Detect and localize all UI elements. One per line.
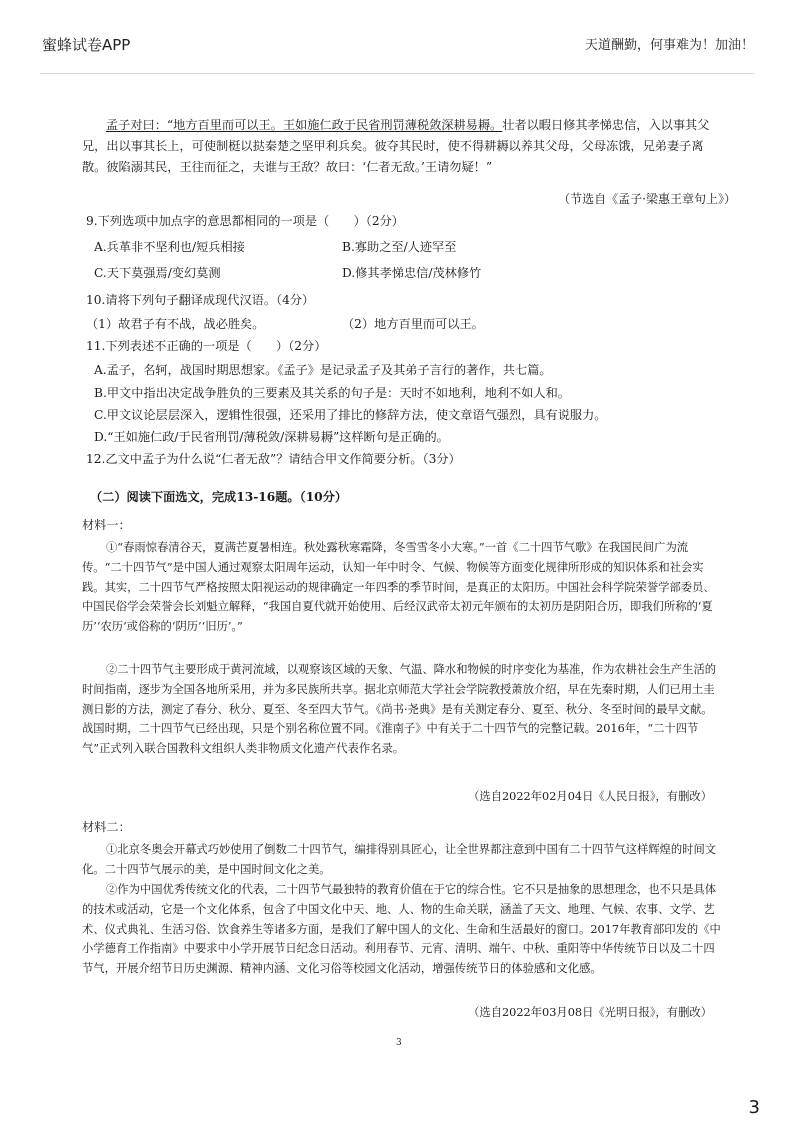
header-divider (40, 73, 754, 74)
q9-option-c: C.天下莫强焉/变幻莫测 (94, 266, 221, 280)
q11-option-d: D.“王如施仁政/于民省刑罚/薄税敛/深耕易耨”这样断句是正确的。 (94, 430, 449, 444)
q9-option-b: B.寡助之至/人迹罕至 (342, 240, 457, 254)
page-number-center: 3 (396, 1038, 402, 1048)
q12-stem: 12.乙文中孟子为什么说“仁者无敌”？请结合甲文作简要分析。（3分） (86, 452, 461, 466)
section-2-title: （二）阅读下面选文，完成13-16题。（10分） (90, 490, 348, 504)
material-2-label: 材料二： (82, 820, 131, 834)
material-1-source: （选自2022年02月04日《人民日报》，有删改） (468, 790, 712, 803)
classical-passage (82, 115, 722, 178)
q10-stem: 10.请将下列句子翻译成现代汉语。（4分） (86, 293, 315, 307)
q9-option-d: D.修其孝悌忠信/茂林修竹 (342, 266, 482, 280)
q9-stem: 9.下列选项中加点字的意思都相同的一项是（ ）（2分） (86, 214, 404, 228)
app-name: 蜜蜂试卷APP (42, 36, 131, 54)
q11-option-a: A.孟子，名轲，战国时期思想家。《孟子》是记录孟子及其弟子言行的著作，共七篇。 (94, 363, 552, 377)
material-1-paragraph-2: ②二十四节气主要形成于黄河流域，以观察该区域的天象、气温、降水和物候的时序变化为基准，作为农耕社会生产生活的时间指南，逐步为全国各地所采用，并为多民族所共享。据北京师范大学社会学院教授萧放介绍，早在先秦时期，人们已用土圭测日影的方法，测定了春分、秋分、夏至、冬至四大节气。《尚书·尧典》是有关测定春分、夏至、秋分、冬至时间的最早文献。战国时期，二十四节气已经出现，只是个别名称位置不同。《淮南子》中有关于二十四节气的完整记载。2016年，“二十四节气”正式列入联合国教科文组织人类非物质文化遗产代表作名录。 (82, 663, 717, 756)
passage-text: 壮者以暇日修其孝悌忠信，入以事其父兄，出以事其长上，可使制梃以挞秦楚之坚甲利兵矣。彼夺其民时，使不得耕耨以养其父母，父母冻饿，兄弟妻子离散。彼陷溺其民，王往而征之，夫谁与王敌？故曰：‘仁者无敌。’王请勿疑！” (82, 118, 710, 174)
q11-option-b: B.甲文中指出决定战争胜负的三要素及其关系的句子是：天时不如地利，地利不如人和。 (94, 386, 570, 400)
q11-option-c: C.甲文议论层层深入，逻辑性很强，还采用了排比的修辞方法，使文章语气强烈，具有说服力。 (94, 408, 607, 422)
page-header (0, 0, 794, 74)
page-number-corner: 3 (748, 1097, 760, 1118)
material-2-source: （选自2022年03月08日《光明日报》，有删改） (468, 1006, 712, 1019)
q11-stem: 11.下列表述不正确的一项是（ ）（2分） (86, 339, 327, 353)
q10-sentence-1: （1）故君子有不战，战必胜矣。 (86, 317, 265, 331)
passage-source: （节选自《孟子·梁惠王章句上》） (558, 192, 736, 206)
material-1-paragraph-1: ①“春雨惊春清谷天，夏满芒夏暑相连。秋处露秋寒霜降，冬雪雪冬小大寒。”一首《二十四节气歌》在我国民间广为流传。“二十四节气”是中国人通过观察太阳周年运动，认知一年中时令、气候、物候等方面变化规律所形成的知识体系和社会实践。其实，二十四节气严格按照太阳视运动的规律确定一年四季的季节时间，是真正的太阳历。中国社会科学院荣誉学部委员、中国民俗学会荣誉会长刘魁立解释，“我国自夏代就开始使用、后经汉武帝太初元年颁布的太初历是阴阳合历，即我们所称的‘夏历’‘农历’或俗称的‘阴历’‘旧历’。” (82, 541, 715, 634)
header-slogan: 天道酬勤，何事难为！加油！ (584, 38, 754, 53)
material-2-paragraph-2: ②作为中国优秀传统文化的代表，二十四节气最独特的教育价值在于它的综合性。它不只是抽象的思想理念，也不只是具体的技术或活动，它是一个文化体系，包含了中国文化中天、地、人、物的生命关联，涵盖了天文、地理、气候、农事、文学、艺术、仪式典礼、生活习俗、饮食养生等诸多方面，是我们了解中国人的文化、生命和生活最好的窗口。2017年教育部印发的《中小学德育工作指南》中要求中小学开展节日纪念日活动。利用春节、元宵、清明、端午、中秋、重阳等中华传统节日以及二十四节气，开展介绍节日历史渊源、精神内涵、文化习俗等校园文化活动，增强传统节日的体验感和文化感。 (82, 883, 721, 976)
passage-underlined: 孟子对曰：“地方百里而可以王。王如施仁政于民省刑罚薄税敛深耕易耨。 (106, 118, 503, 132)
q10-sentence-2: （2）地方百里而可以王。 (342, 317, 484, 331)
material-1-label: 材料一： (82, 518, 131, 532)
material-2-paragraph-1: ①北京冬奥会开幕式巧妙使用了倒数二十四节气，编排得别具匠心，让全世界都注意到中国有二十四节气这样辉煌的时间文化。二十四节气展示的美，是中国时间文化之美。 (82, 843, 717, 876)
q9-option-a: A.兵革非不坚利也/短兵相接 (94, 240, 245, 254)
